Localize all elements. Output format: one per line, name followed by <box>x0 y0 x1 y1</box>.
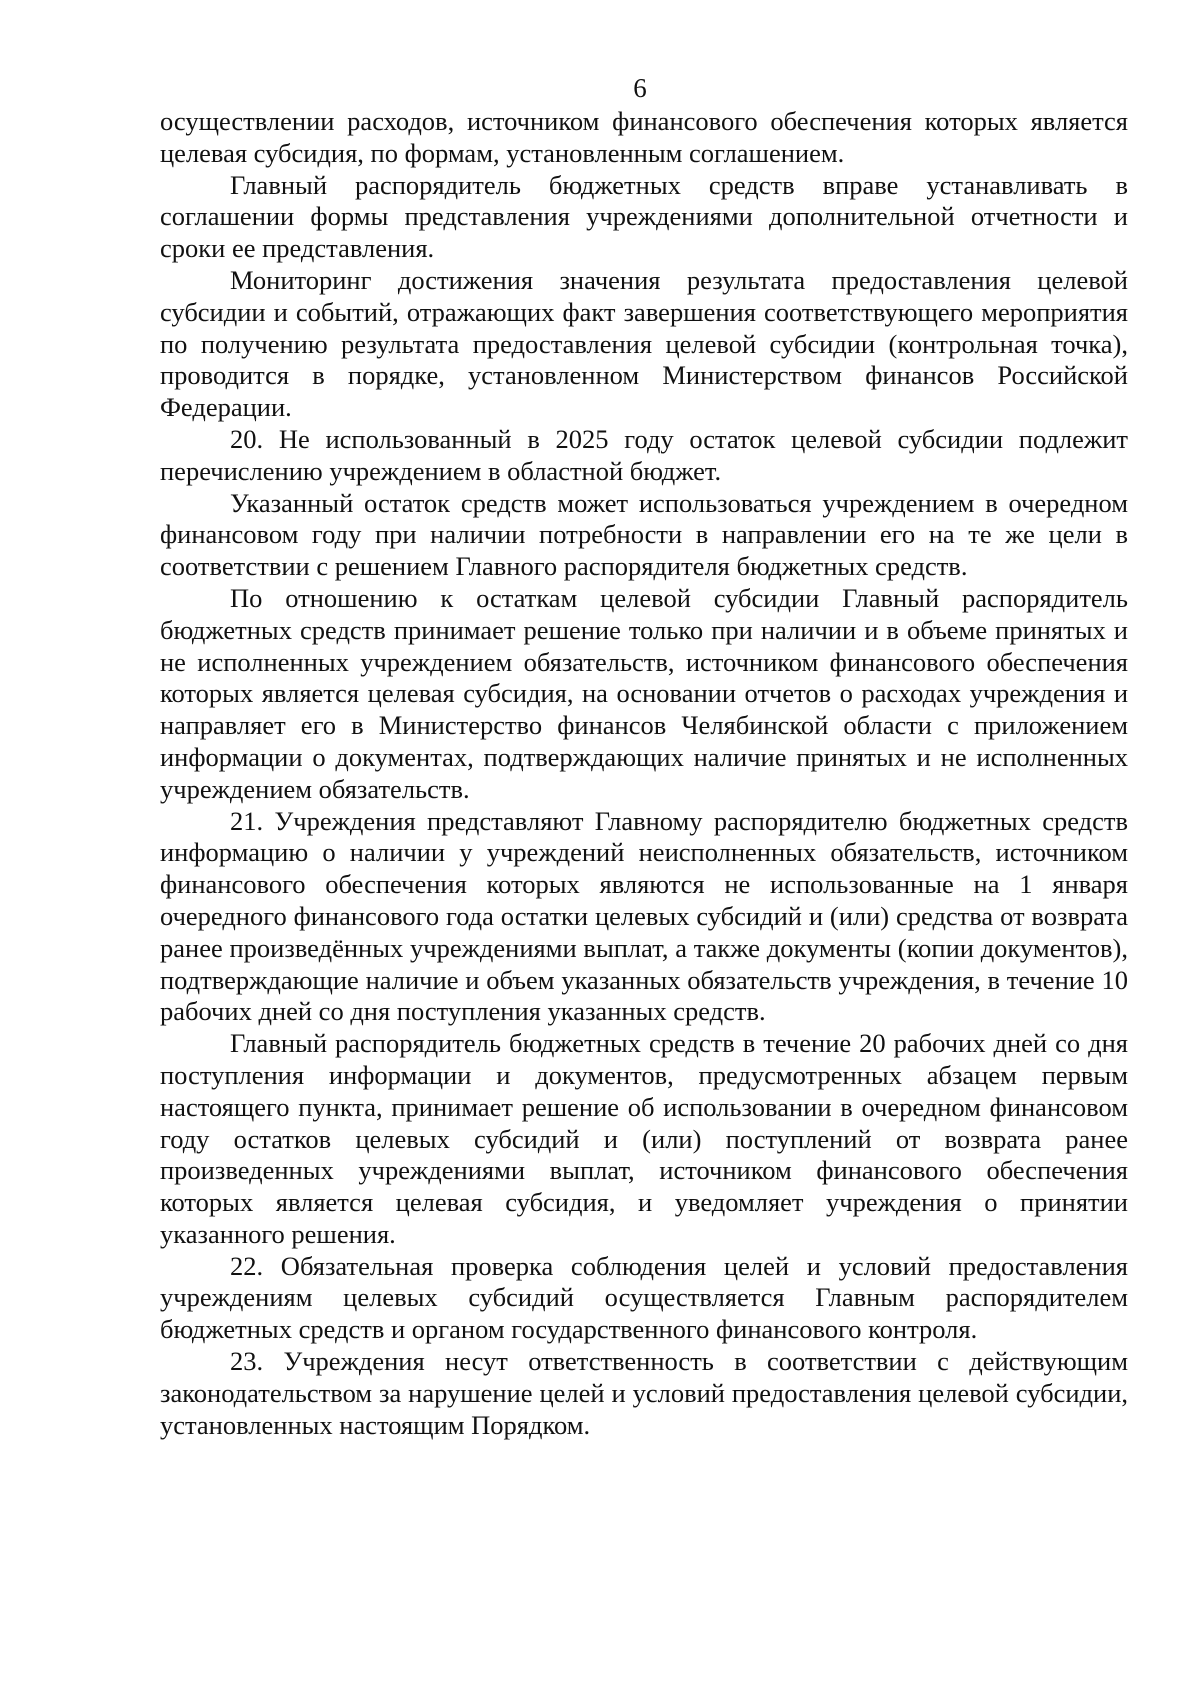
paragraph-decision-20-days: Главный распорядитель бюджетных средств в течение 20 рабочих дней со дня поступления информации и документов, предусмотренных абзацем первым настоящего пункта, принимает решение об использовании в очередном финансовом году остатков целевых субсидий и (или) поступлений от возврата ранее произведенных учреждениями выплат, источником финансового обеспечения которых является целевая субсидия, и уведомляет учреждения о принятии указанного решения. <box>160 1028 1128 1249</box>
paragraph-report-forms: Главный распорядитель бюджетных средств вправе устанавливать в соглашении формы представления учреждениями дополнительной отчетности и сроки ее представления. <box>160 169 1128 264</box>
paragraph-clause-23: 23. Учреждения несут ответственность в соответствии с действующим законодательством за нарушение целей и условий предоставления целевой субсидии, установленных настоящим Порядком. <box>160 1346 1128 1440</box>
paragraph-continuation: осуществлении расходов, источником финансового обеспечения которых является целевая субсидия, по формам, установленным соглашением. <box>160 106 1128 168</box>
paragraph-remainder-use: Указанный остаток средств может использоваться учреждением в очередном финансовом году при наличии потребности в направлении его на те же цели в соответствии с решением Главного распорядителя бюджетных средств. <box>160 487 1128 582</box>
document-body <box>160 106 1128 1441</box>
paragraph-clause-22: 22. Обязательная проверка соблюдения целей и условий предоставления учреждениям целевых субсидий осуществляется Главным распорядителем бюджетных средств и органом государственного финансового контроля. <box>160 1250 1128 1345</box>
page-number: 6 <box>633 73 647 103</box>
paragraph-remainder-decision: По отношению к остаткам целевой субсидии Главный распорядитель бюджетных средств принимает решение только при наличии и в объеме принятых и не исполненных учреждением обязательств, источником финансового обеспечения которых является целевая субсидия, на основании отчетов о расходах учреждения и направляет его в Министерство финансов Челябинской области с приложением информации о документах, подтверждающих наличие принятых и не исполненных учреждением обязательств. <box>160 582 1128 804</box>
paragraph-clause-21: 21. Учреждения представляют Главному распорядителю бюджетных средств информацию о наличии у учреждений неисполненных обязательств, источником финансового обеспечения которых являются не использованные на 1 января очередного финансового года остатки целевых субсидий и (или) средства от возврата ранее произведённых учреждениями выплат, а также документы (копии документов), подтверждающие наличие и объем указанных обязательств учреждения, в течение 10 рабочих дней со дня поступления указанных средств. <box>160 805 1128 1027</box>
paragraph-monitoring: Мониторинг достижения значения результата предоставления целевой субсидии и событий, отражающих факт завершения соответствующего мероприятия по получению результата предоставления целевой субсидии (контрольная точка), проводится в порядке, установленном Министерством финансов Российской Федерации. <box>160 264 1128 423</box>
paragraph-clause-20: 20. Не использованный в 2025 году остаток целевой субсидии подлежит перечислению учреждением в областной бюджет. <box>160 423 1128 486</box>
